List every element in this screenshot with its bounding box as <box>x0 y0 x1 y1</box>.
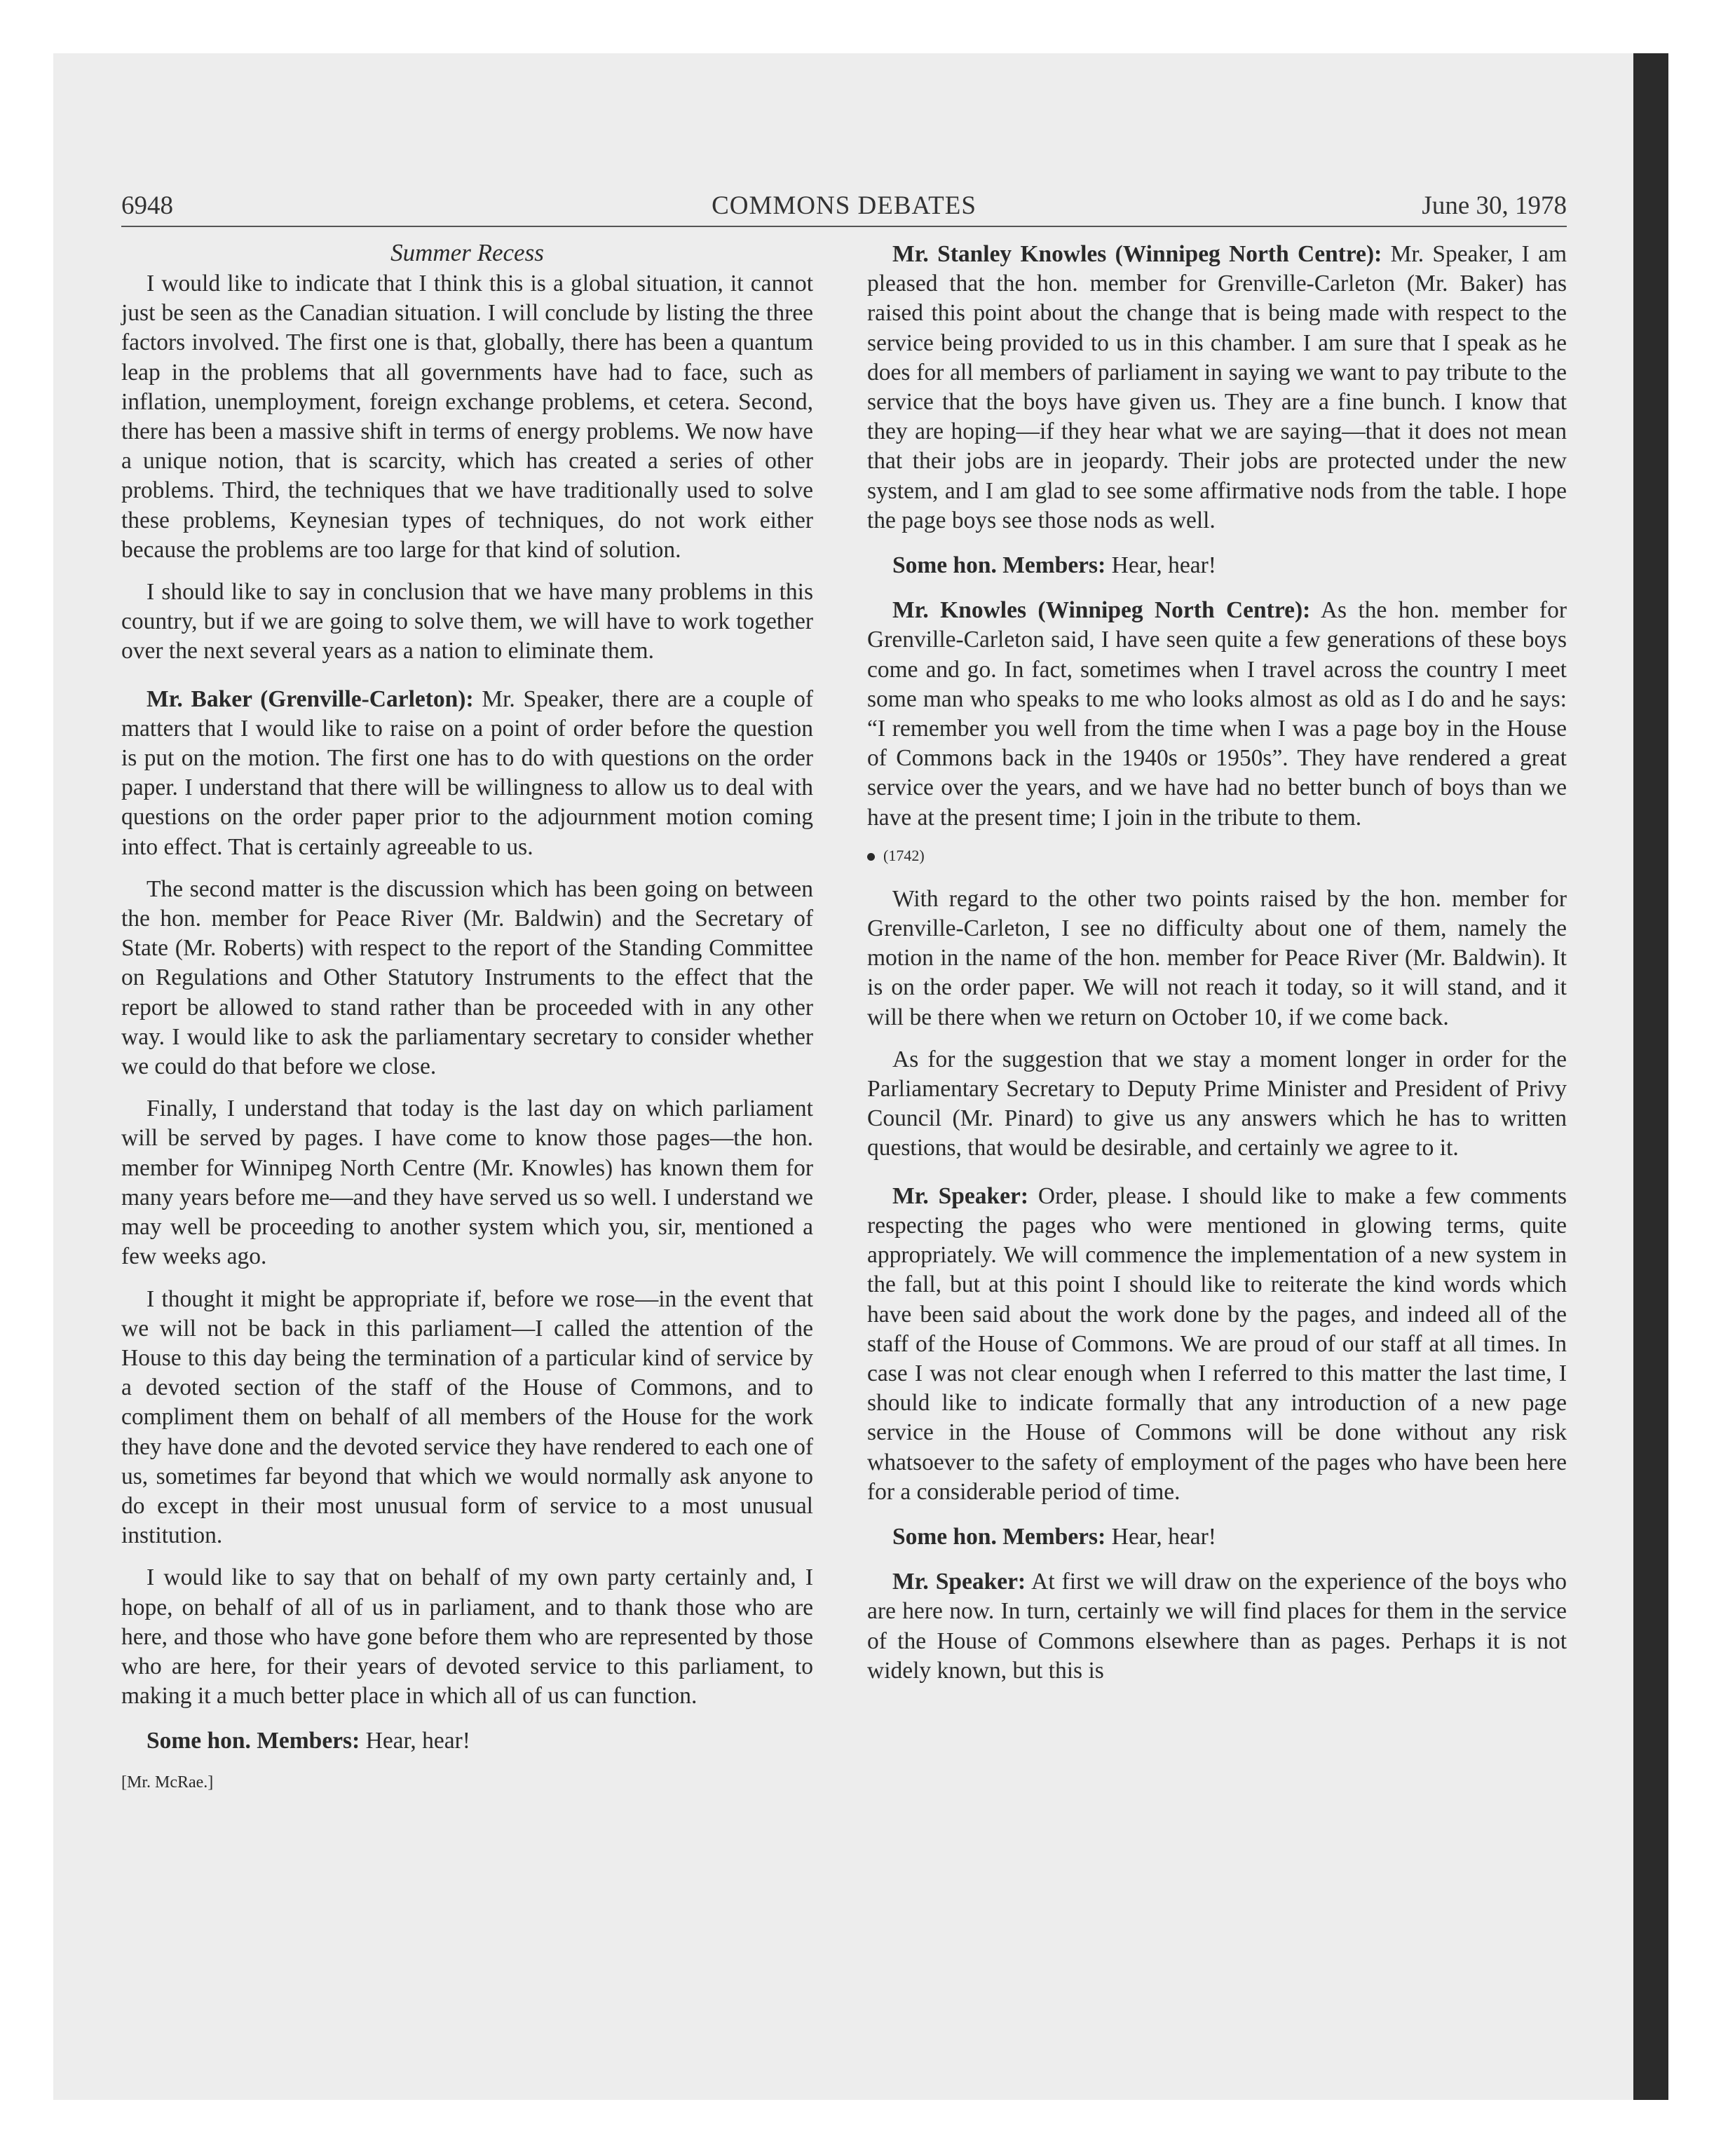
speaker-attribution: [Mr. McRae.] <box>121 1773 214 1792</box>
speaker-name: Mr. Speaker: <box>892 1182 1029 1209</box>
paragraph: With regard to the other two points raised by the hon. member for Grenville-Carleton, I see no difficulty about one of them, namely the motion in the name of the hon. member for Peace River (Mr. Baldwin). It is on the order paper. We will not reach it today, so it will stand, and it will be there when we return on October 10, if we come back. <box>867 885 1567 1030</box>
speaker-name: Mr. Stanley Knowles (Winnipeg North Centre): <box>892 241 1382 267</box>
speech-text: Hear, hear! <box>1105 1523 1216 1550</box>
speech-text: As the hon. member for Grenville-Carleton said, I have seen quite a few generations of these boys come and go. In fact, sometimes when I travel across the country I meet some man who speaks to me who looks almost as old as I do and he says: “I remember you well from the time when I was a page boy in the House of Commons back in the 1940s or 1950s”. They have rendered a great service over the years, and we have had no better bunch of boys than we have at the present time; I join in the tribute to them. <box>867 597 1567 831</box>
interjection <box>867 1522 1567 1552</box>
speech-text: Mr. Speaker, there are a couple of matters that I would like to raise on a point of order before the question is put on the motion. The first one has to do with questions on the order paper. I understand that there will be willingness to allow us to deal with questions on the order paper prior to the adjournment motion coming into effect. That is certainly agreeable to us. <box>121 685 814 860</box>
speaker-name: Mr. Knowles (Winnipeg North Centre): <box>892 597 1311 624</box>
paragraph: As for the suggestion that we stay a moment longer in order for the Parliamentary Secretary to Deputy Prime Minister and President of Privy Council (Mr. Pinard) to give us any answers which he has to written questions, that would be desirable, and certainly we agree to it. <box>867 1046 1567 1161</box>
paragraph: I would like to say that on behalf of my own party certainly and, I hope, on behalf of all of us in parliament, and to thank those who are here, and those who have gone before them who are represented by those who are here, for their years of devoted service to this parliament, to making it a much better place in which all of us can function. <box>121 1564 813 1710</box>
left-column <box>121 238 813 1793</box>
time-marker-label: (1742) <box>883 846 925 864</box>
interjection <box>867 551 1567 580</box>
publication-title: COMMONS DEBATES <box>712 191 977 220</box>
time-marker <box>867 845 1567 866</box>
speech-paragraph <box>867 596 1567 833</box>
speech-paragraph <box>121 685 813 862</box>
right-column <box>867 238 1567 1698</box>
speaker-name: Mr. Speaker: <box>892 1569 1026 1595</box>
running-header <box>121 189 1567 227</box>
page-number: 6948 <box>121 191 173 220</box>
paragraph: Finally, I understand that today is the last day on which parliament will be served by pages. I have come to know those pages—the hon. member for Winnipeg North Centre (Mr. Knowles) has known them for many years before me—and they have served us so well. I understand we may well be proceeding to another system which you, sir, mentioned a few weeks ago. <box>121 1096 813 1270</box>
speech-text: Mr. Speaker, I am pleased that the hon. member for Grenville-Carleton (Mr. Baker) has raised this point about the change that is being made with respect to the service being provided to us in this chamber. I am sure that I speak as he does for all members of parliament in saying we want to pay tribute to the service that the boys have given us. They are a fine bunch. I know that they are hoping—if they hear what we are saying—that it does not mean that their jobs are in jeopardy. Their jobs are protected under the new system, and I am glad to see some affirmative nods from the table. I hope the page boys see those nods as well. <box>867 241 1567 533</box>
speaker-name: Mr. Baker (Grenville-Carleton): <box>147 685 474 712</box>
speech-text: Hear, hear! <box>360 1728 470 1754</box>
issue-date: June 30, 1978 <box>1422 191 1567 220</box>
paragraph: I would like to indicate that I think this is a global situation, it cannot just be seen as the Canadian situation. I will conclude by listing the three factors involved. The first one is that, globally, there has been a quantum leap in the problems that all governments have had to face, such as inflation, unemployment, foreign exchange problems, et cetera. Second, there has been a massive shift in terms of energy problems. We now have a unique notion, that is scarcity, which has created a series of other problems. Third, the techniques that we have traditionally used to solve these problems, Keynesian types of techniques, do not work either because the problems are too large for that kind of solution. <box>121 271 813 563</box>
speaker-name: Some hon. Members: <box>892 1523 1106 1550</box>
speech-paragraph <box>867 240 1567 535</box>
section-heading: Summer Recess <box>390 239 544 266</box>
speech-text: At first we will draw on the experience of the boys who are here now. In turn, certainly we will find places for them in the service of the House of Commons elsewhere than as pages. Perhaps it is not widely known, but this is <box>867 1569 1567 1684</box>
paragraph: I thought it might be appropriate if, before we rose—in the event that we will not be back in this parliament—I called the attention of the House to this day being the termination of a particular kind of service by a devoted section of the staff of the House of Commons, and to compliment them on behalf of all members of the House for the work they have done and the devoted service they have rendered to each one of us, sometimes far beyond that which we would normally ask anyone to do except in their most unusual form of service to a most unusual institution. <box>121 1285 813 1549</box>
speech-text: Hear, hear! <box>1105 552 1216 579</box>
scan-edge-shadow <box>1633 53 1668 2100</box>
speech-paragraph <box>867 1567 1567 1686</box>
bullet-dot-icon <box>867 853 875 861</box>
paragraph: The second matter is the discussion which has been going on between the hon. member for Peace River (Mr. Baldwin) and the Secretary of State (Mr. Roberts) with respect to the report of the Standing Committee on Regulations and Other Statutory Instruments to the effect that the report be allowed to stand rather than be proceeded with in any other way. I would like to ask the parliamentary secretary to consider whether we could do that before we close. <box>121 875 813 1080</box>
interjection <box>121 1726 813 1756</box>
speaker-name: Some hon. Members: <box>147 1728 360 1754</box>
speaker-name: Some hon. Members: <box>892 552 1106 579</box>
speech-text: Order, please. I should like to make a few comments respecting the pages who were mentioned in glowing terms, quite appropriately. We will commence the implementation of a new system in the fall, but at this point I should like to reiterate the kind words which have been said about the work done by the pages, and indeed all of the staff of the House of Commons. We are proud of our staff at all times. In case I was not clear enough when I referred to this matter the last time, I should like to indicate formally that any introduction of a new page service in the House of Commons will be done without any risk whatsoever to the safety of employment of the pages who have been here for a considerable period of time. <box>867 1182 1567 1505</box>
speech-paragraph <box>867 1182 1567 1507</box>
paragraph: I should like to say in conclusion that we have many problems in this country, but if we are going to solve them, we will have to work together over the next several years as a nation to eliminate them. <box>121 579 813 664</box>
